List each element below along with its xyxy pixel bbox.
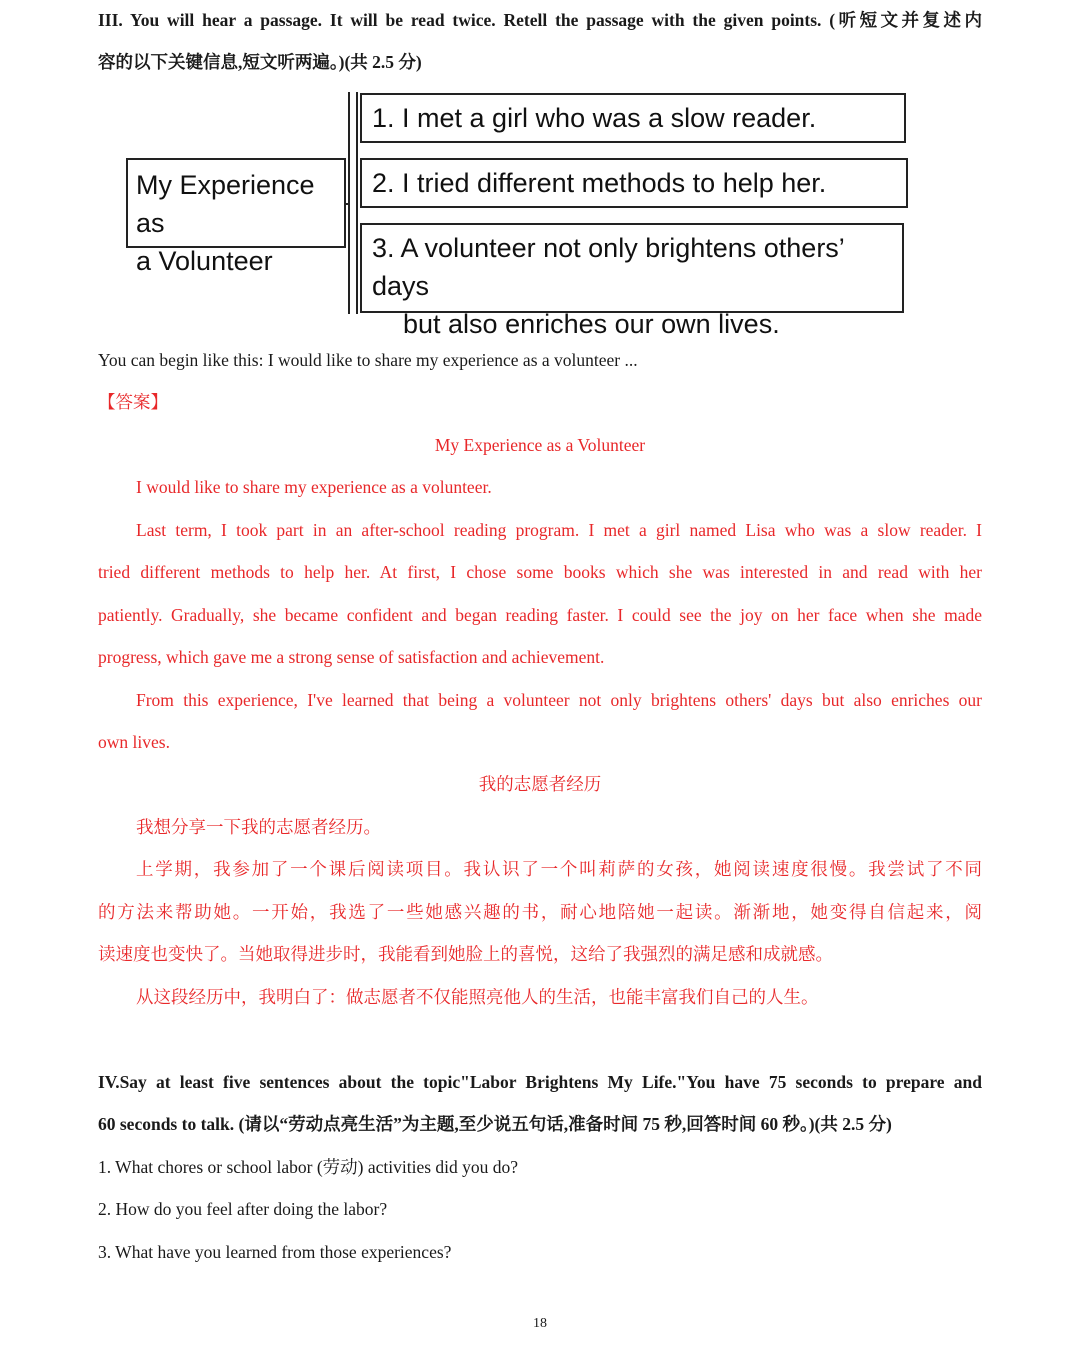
answer-p2-line2: tried different methods to help her. At first, I chose some books which she was interested in and read with her <box>98 562 982 582</box>
answer-cn-p2-line1: 上学期，我参加了一个课后阅读项目。我认识了一个叫莉萨的女孩，她阅读速度很慢。我尝试了不同 <box>136 859 982 879</box>
diagram-point-2 <box>360 158 908 208</box>
answer-cn-p2-line2: 的方法来帮助她。一开始，我选了一些她感兴趣的书，耐心地陪她一起读。渐渐地，她变得自信起来，阅 <box>98 902 982 922</box>
section4-instruction-line1: IV.Say at least five sentences about the topic"Labor Brightens My Life."You have 75 seconds to prepare and <box>98 1072 982 1092</box>
diagram-topic-box <box>126 158 346 276</box>
section4-instruction-line2: 60 seconds to talk. (请以“劳动点亮生活”为主题,至少说五句话,准备时间 75 秒,回答时间 60 秒。)(共 2.5 分) <box>98 1114 892 1134</box>
diagram-point-3-line1: 3. A volunteer not only brightens others’ days <box>372 233 844 301</box>
page-number: 18 <box>533 1316 547 1331</box>
answer-p2-line4: progress, which gave me a strong sense of satisfaction and achievement. <box>98 647 605 667</box>
section4-question-3: 3. What have you learned from those experiences? <box>98 1242 452 1262</box>
diagram-point-1-text: 1. I met a girl who was a slow reader. <box>372 103 817 133</box>
diagram-bracket <box>348 92 358 314</box>
answer-label: 【答案】 <box>98 392 168 412</box>
answer-cn-p2-line3: 读速度也变快了。当她取得进步时，我能看到她脸上的喜悦，这给了我强烈的满足感和成就感。 <box>98 944 833 964</box>
section3-instruction-line1: III. You will hear a passage. It will be read twice. Retell the passage with the given points. (听短文并复述内 <box>98 10 982 30</box>
answer-title-cn: 我的志愿者经历 <box>478 774 602 794</box>
section4-question-2: 2. How do you feel after doing the labor? <box>98 1199 388 1219</box>
section3-instruction-line2: 容的以下关键信息,短文听两遍。)(共 2.5 分) <box>98 52 422 72</box>
answer-cn-paragraph-1: 我想分享一下我的志愿者经历。 <box>136 817 381 837</box>
diagram-topic-line2: a Volunteer <box>136 246 273 276</box>
answer-p2-line3: patiently. Gradually, she became confident and began reading faster. I could see the joy on her face when she made <box>98 605 982 625</box>
answer-p2-line1: Last term, I took part in an after-school reading program. I met a girl named Lisa who was a slow reader. I <box>136 520 982 540</box>
diagram-point-3-line2: but also enriches our own lives. <box>403 309 780 339</box>
diagram-point-1 <box>360 93 906 143</box>
begin-hint: You can begin like this: I would like to share my experience as a volunteer ... <box>98 350 638 370</box>
answer-cn-paragraph-3: 从这段经历中，我明白了：做志愿者不仅能照亮他人的生活，也能丰富我们自己的人生。 <box>136 987 819 1007</box>
retell-diagram <box>120 88 920 339</box>
answer-p3-line1: From this experience, I've learned that being a volunteer not only brightens others' days but also enriches our <box>136 690 982 710</box>
section4-question-1: 1. What chores or school labor (劳动) activities did you do? <box>98 1157 519 1177</box>
diagram-point-2-text: 2. I tried different methods to help her. <box>372 168 827 198</box>
answer-p3-line2: own lives. <box>98 732 170 752</box>
diagram-point-3 <box>360 223 904 339</box>
diagram-topic-line1: My Experience as <box>136 170 315 238</box>
answer-paragraph-1: I would like to share my experience as a volunteer. <box>136 477 492 497</box>
answer-title-en: My Experience as a Volunteer <box>434 435 646 455</box>
